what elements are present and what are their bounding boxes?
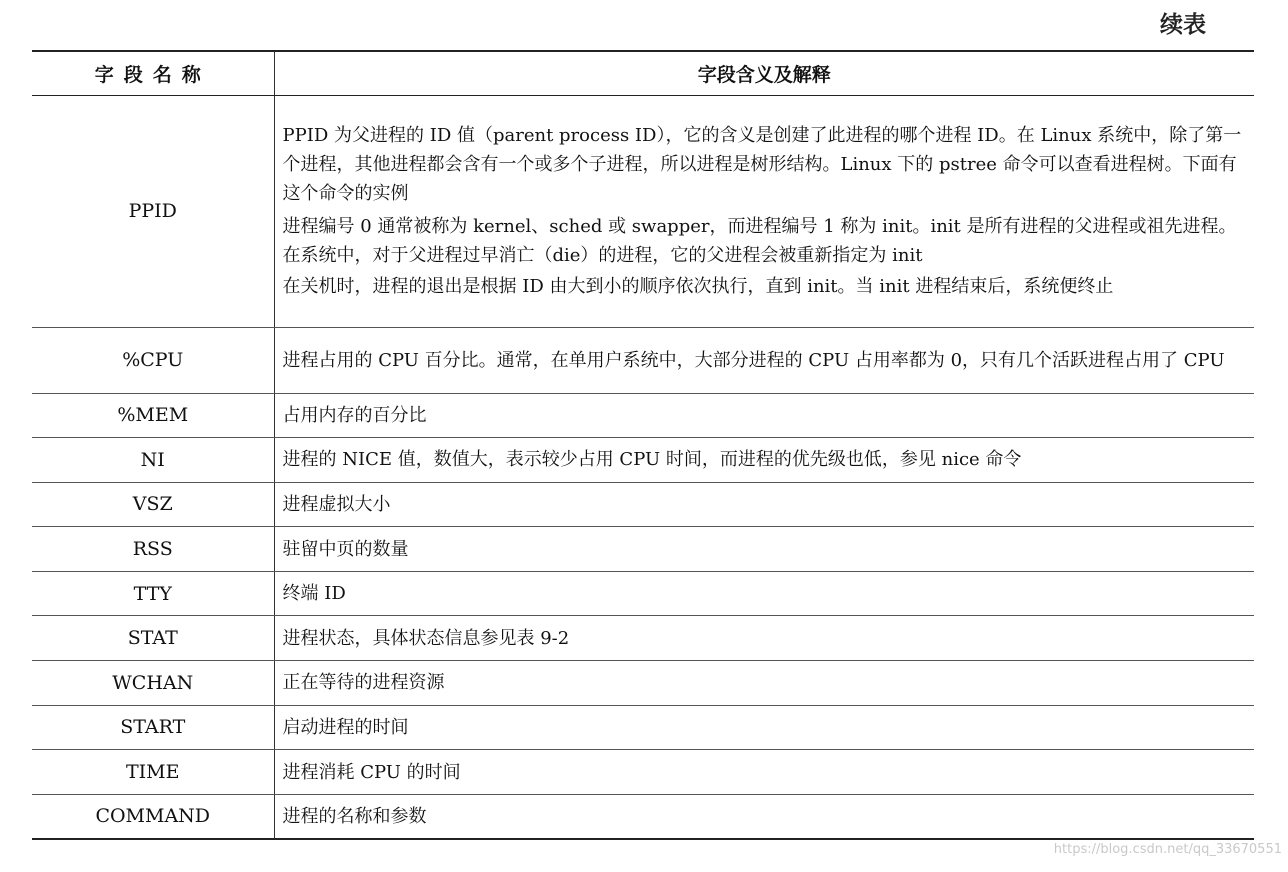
field-name-cell: WCHAN (32, 661, 274, 706)
field-name-cell: STAT (32, 616, 274, 661)
field-name-cell: RSS (32, 527, 274, 572)
table-row-command (32, 794, 1254, 839)
table-row-rss (32, 527, 1254, 572)
table-row-start (32, 705, 1254, 750)
field-name-cell: VSZ (32, 482, 274, 527)
field-desc-cell (274, 95, 1254, 327)
table-row-vsz (32, 482, 1254, 527)
table-row-mem (32, 393, 1254, 438)
header-field-name: 字段名称 (32, 51, 274, 95)
ppid-paragraph-3: 在关机时，进程的退出是根据 ID 由大到小的顺序依次执行，直到 init。当 init 进程结束后，系统便终止 (282, 276, 1114, 297)
field-desc-cell: 进程虚拟大小 (274, 482, 1254, 527)
field-name-cell: %MEM (32, 393, 274, 438)
field-desc-cell: 进程状态，具体状态信息参见表 9-2 (274, 616, 1254, 661)
ppid-paragraph-2: 进程编号 0 通常被称为 kernel、sched 或 swapper，而进程编号 1 称为 init。init 是所有进程的父进程或祖先进程。在系统中，对于父进程过早消亡（die）的进程，它的父进程会被重新指定为 init (282, 216, 1237, 266)
header-field-meaning: 字段含义及解释 (274, 51, 1254, 95)
field-desc-cell: 进程占用的 CPU 百分比。通常，在单用户系统中，大部分进程的 CPU 占用率都为 0，只有几个活跃进程占用了 CPU (274, 327, 1254, 393)
table-continued-caption: 续表 (1160, 11, 1206, 38)
field-name-cell: %CPU (32, 327, 274, 393)
field-desc-cell: 进程的名称和参数 (274, 794, 1254, 839)
field-name-cell: TTY (32, 571, 274, 616)
ppid-paragraph-1: PPID 为父进程的 ID 值（parent process ID），它的含义是创建了此进程的哪个进程 ID。在 Linux 系统中，除了第一个进程，其他进程都会含有一个或多个子进程，所以进程是树形结构。Linux 下的 pstree 命令可以查看进程树。下面有这个命令的实例 (282, 125, 1242, 204)
field-name-cell: TIME (32, 750, 274, 795)
field-name-cell: PPID (32, 95, 274, 327)
table-row-cpu (32, 327, 1254, 393)
source-watermark: https://blog.csdn.net/qq_33670551 (1053, 842, 1282, 857)
table-row-wchan (32, 661, 1254, 706)
table-row-ni (32, 438, 1254, 483)
field-desc-cell: 终端 ID (274, 571, 1254, 616)
field-desc-cell: 启动进程的时间 (274, 705, 1254, 750)
field-name-cell: START (32, 705, 274, 750)
field-name-cell: NI (32, 438, 274, 483)
field-desc-cell: 进程消耗 CPU 的时间 (274, 750, 1254, 795)
field-desc-cell: 占用内存的百分比 (274, 393, 1254, 438)
process-fields-table (32, 50, 1254, 840)
field-desc-cell: 驻留中页的数量 (274, 527, 1254, 572)
field-desc-cell: 正在等待的进程资源 (274, 661, 1254, 706)
table-row-stat (32, 616, 1254, 661)
table-header-row (32, 51, 1254, 95)
field-desc-cell: 进程的 NICE 值，数值大，表示较少占用 CPU 时间，而进程的优先级也低，参见 nice 命令 (274, 438, 1254, 483)
field-name-cell: COMMAND (32, 794, 274, 839)
table-row-tty (32, 571, 1254, 616)
table-row-time (32, 750, 1254, 795)
table-row-ppid (32, 95, 1254, 327)
